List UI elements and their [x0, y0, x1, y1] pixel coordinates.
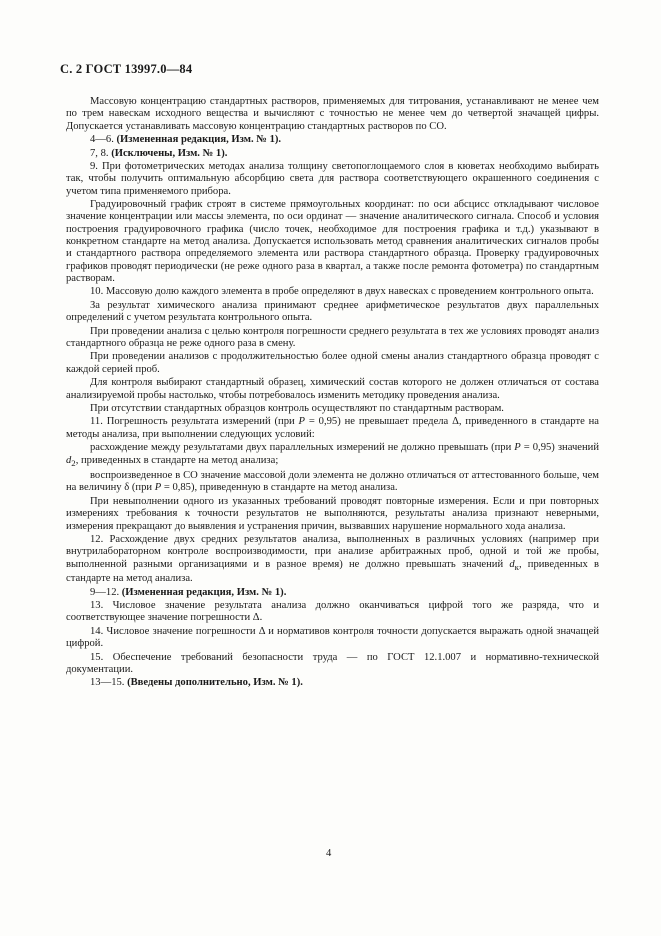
paragraph: При проведении анализа с целью контроля погрешности среднего результата в тех же условиях проводят анализ стандартного образца не реже одного раза в смену.	[66, 325, 599, 349]
paragraph-11: 11. Погрешность результата измерений (при P = 0,95) не превышает предела Δ, приведенного в стандарте на методы анализа, при выполнении следующих условий:	[66, 416, 599, 440]
page-header: С. 2 ГОСТ 13997.0—84	[60, 62, 193, 76]
paragraph-15: 15. Обеспечение требований безопасности труда — по ГОСТ 12.1.007 и нормативно-технической документации.	[66, 651, 599, 675]
paragraph: 13—15. (Введены дополнительно, Изм. № 1).	[90, 677, 303, 689]
paragraph: Градуировочный график строят в системе прямоугольных координат: по оси абсцисс откладывают числовое значение концентрации или массы элемента, по оси ординат — значение аналитического сигнала. Способ и условия построения градуировочного графика (число точек, необходимое для построения графика и т.д.) указывают в конкретном стандарте на метод анализа. Допускается использовать метод сравнения аналитических сигналов пробы и стандартного раствора определяемого элемента или раствора стандартного образца. Проверку градуировочных графиков проводят периодически (не реже одного раза в квартал, а также после ремонта фотометра) по стандартным растворам.	[66, 199, 599, 284]
paragraph-14: 14. Числовое значение погрешности Δ и нормативов контроля точности допускается выражать одной значащей цифрой.	[66, 625, 599, 650]
paragraph: 9. При фотометрических методах анализа толщину светопоглощаемого слоя в кюветах необходимо выбирать так, чтобы получить оптимальную абсорбцию света для раствора соответствующего окрашенного соединения с учетом типа применяемого прибора.	[66, 161, 599, 197]
paragraph: 4—6. (Измененная редакция, Изм. № 1).	[90, 134, 282, 146]
paragraph: При невыполнении одного из указанных требований проводят повторные измерения. Если и при повторных измерениях требования к точности результатов не выполняются, результаты анализа признают неверными, измерения прекращают до выявления и устранения причин, вызвавших нарушение нормального хода анализа.	[66, 495, 599, 532]
paragraph: 7, 8. (Исключены, Изм. № 1).	[90, 147, 228, 159]
paragraph: Для контроля выбирают стандартный образец, химический состав которого не должен отличаться от состава анализируемой пробы настолько, чтобы потребовалось изменить методику проведения анализа.	[66, 377, 599, 401]
paragraph: 10. Массовую долю каждого элемента в пробе определяют в двух навесках с проведением контрольного опыта.	[90, 286, 594, 298]
document-body	[66, 96, 599, 691]
paragraph: При проведении анализов с продолжительностью более одной смены анализ стандартного образца проводят с каждой серией проб.	[66, 351, 599, 375]
paragraph-11-cond-1: расхождение между результатами двух параллельных измерений не должно превышать (при P = 0,95) значений $d_2$, приведенных в стандарте на метод анализа;	[66, 442, 600, 468]
paragraph: Массовую концентрацию стандартных растворов, применяемых для титрования, устанавливают не менее чем по трем навескам исходного вещества и вычисляют с точностью не менее чем до четвертой значащей цифры. Допускается устанавливать массовую концентрацию стандартных растворов по СО.	[66, 96, 599, 132]
amendment-note: (Исключены, Изм. № 1).	[111, 147, 228, 159]
paragraph-13: 13. Числовое значение результата анализа должно оканчиваться цифрой того же разряда, что и соответствующее значение погрешности Δ.	[66, 599, 599, 624]
page-number: 4	[326, 848, 332, 859]
amendment-note: (Измененная редакция, Изм. № 1).	[121, 586, 287, 598]
paragraph-11-cond-2: воспроизведенное в СО значение массовой доли элемента не должно отличаться от аттестованного больше, чем на величину δ (при P = 0,85), приведенную в стандарте на метод анализа.	[66, 470, 599, 494]
paragraph: При отсутствии стандартных образцов контроль осуществляют по стандартным растворам.	[90, 403, 504, 414]
amendment-note: (Измененная редакция, Изм. № 1).	[116, 134, 282, 146]
paragraph: 9—12. (Измененная редакция, Изм. № 1).	[90, 586, 287, 598]
paragraph: За результат химического анализа принимают среднее арифметическое результатов двух параллельных определений с учетом результата контрольного опыта.	[66, 299, 599, 324]
amendment-note: (Введены дополнительно, Изм. № 1).	[127, 677, 303, 689]
paragraph-12: 12. Расхождение двух средних результатов анализа, выполненных в различных условиях (например при внутрилабораторном контроле воспроизводимости, при анализе арбитражных проб, одной и той же пробы, выполненной разными организациями и в разное время) не должно превышать значений $d_к$, приведенных в стандарте на метод анализа.	[66, 534, 600, 585]
